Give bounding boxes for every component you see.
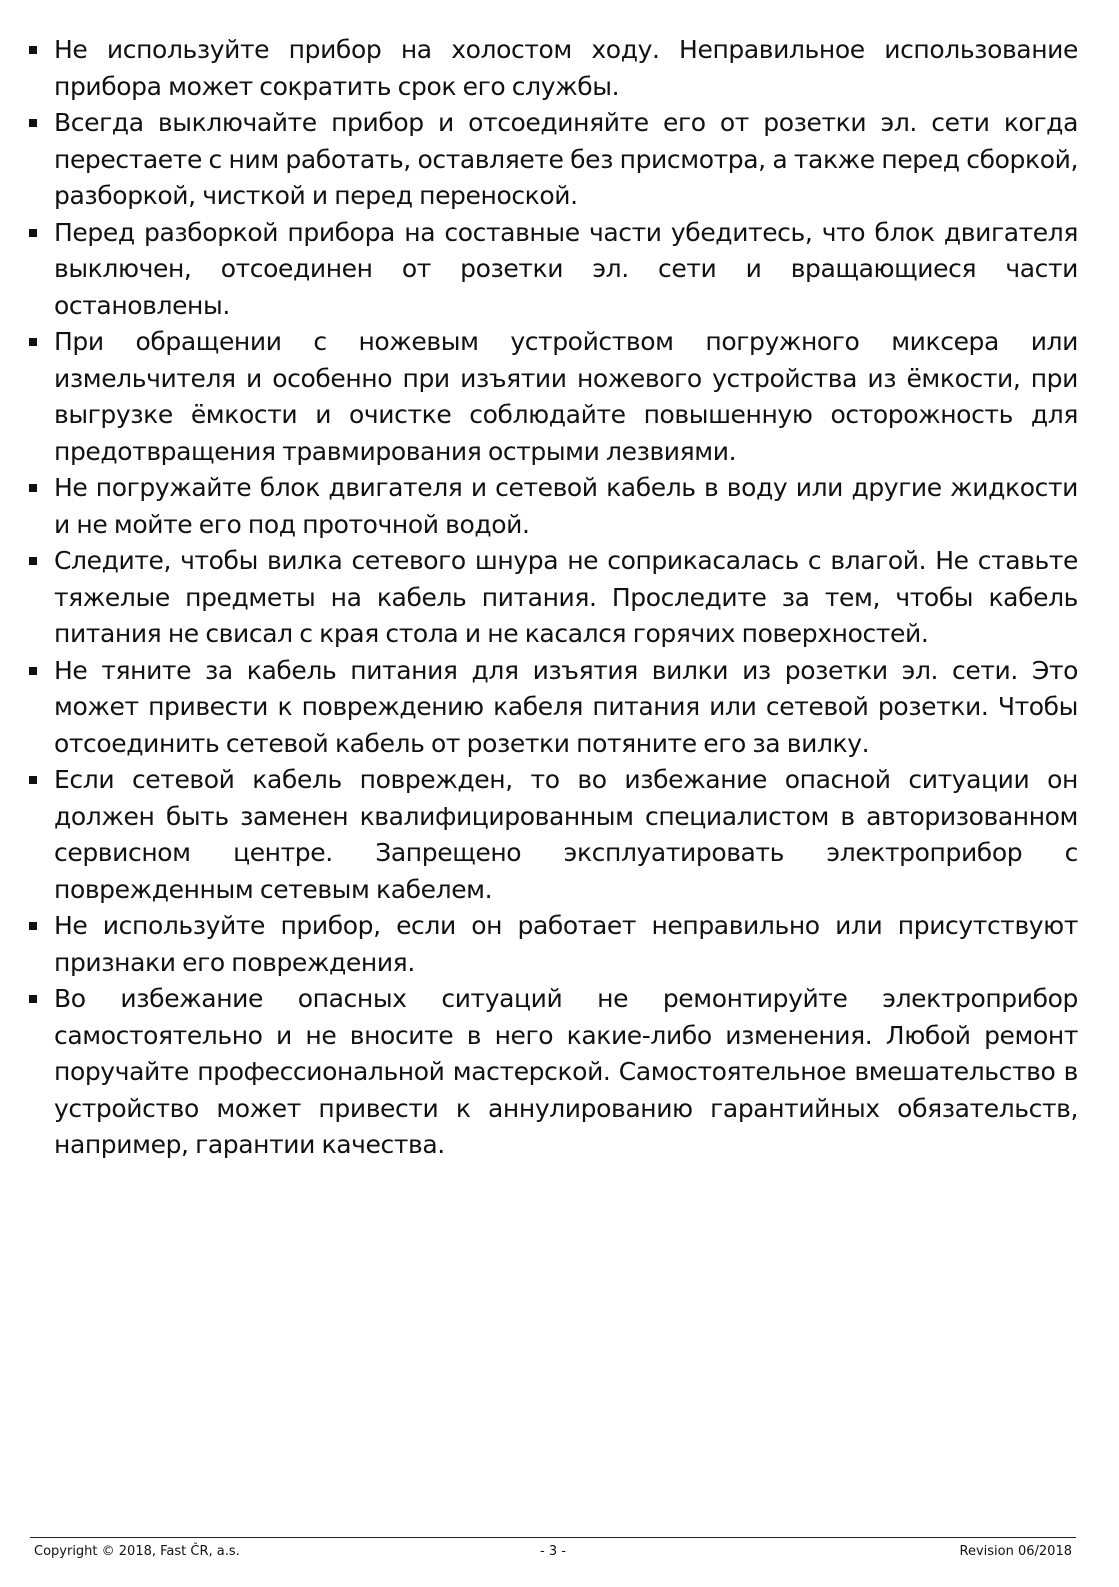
- list-item: [26, 908, 1078, 981]
- bullet-list: [26, 32, 1078, 1164]
- footer-revision: Revision 06/2018: [959, 1544, 1072, 1559]
- list-item-text: Всегда выключайте прибор и отсоединяйте его от розетки эл. сети когда перестаете с ним работать, оставляете без присмотра, а также перед сборкой, разборкой, чисткой и перед переноской.: [54, 108, 1078, 210]
- square-bullet-icon: [29, 338, 37, 346]
- list-item-text: Не используйте прибор, если он работает неправильно или присутствуют признаки его повреждения.: [54, 911, 1078, 977]
- list-item: [26, 215, 1078, 325]
- list-item-text: Не погружайте блок двигателя и сетевой кабель в воду или другие жидкости и не мойте его под проточной водой.: [54, 473, 1078, 539]
- square-bullet-icon: [29, 922, 37, 930]
- list-item-text: Перед разборкой прибора на составные части убедитесь, что блок двигателя выключен, отсоединен от розетки эл. сети и вращающиеся части остановлены.: [54, 217, 1078, 320]
- safety-instructions: [26, 32, 1078, 1164]
- square-bullet-icon: [29, 776, 37, 784]
- square-bullet-icon: [29, 229, 37, 237]
- list-item: [26, 324, 1078, 470]
- list-item: [26, 981, 1078, 1164]
- list-item-text: При обращении с ножевым устройством погружного миксера или измельчителя и особенно при изъятии ножевого устройства из ёмкости, при выгрузке ёмкости и очистке соблюдайте повышенную осторожность для предотвращения травмирования острыми лезвиями.: [54, 327, 1078, 466]
- square-bullet-icon: [29, 46, 37, 54]
- list-item-text: Не используйте прибор на холостом ходу. Неправильное использование прибора может сократить срок его службы.: [54, 35, 1078, 101]
- list-item: [26, 470, 1078, 543]
- footer-page-number: - 3 -: [540, 1544, 566, 1559]
- footer-copyright: Copyright © 2018, Fast ČR, a.s.: [34, 1544, 240, 1559]
- list-item-text: Не тяните за кабель питания для изъятия вилки из розетки эл. сети. Это может привести к повреждению кабеля питания или сетевой розетки. Чтобы отсоединить сетевой кабель от розетки потяните его за вилку.: [54, 655, 1078, 758]
- square-bullet-icon: [29, 667, 37, 675]
- square-bullet-icon: [29, 484, 37, 492]
- list-item: [26, 653, 1078, 763]
- list-item: [26, 105, 1078, 215]
- list-item: [26, 32, 1078, 105]
- list-item-text: Если сетевой кабель поврежден, то во избежание опасной ситуации он должен быть заменен квалифицированным специалистом в авторизованном сервисном центре. Запрещено эксплуатировать электроприбор с поврежденным сетевым кабелем.: [54, 765, 1078, 904]
- footer-divider: [30, 1537, 1076, 1538]
- square-bullet-icon: [29, 557, 37, 565]
- list-item: [26, 762, 1078, 908]
- square-bullet-icon: [29, 119, 37, 127]
- list-item: [26, 543, 1078, 653]
- list-item-text: Во избежание опасных ситуаций не ремонтируйте электроприбор самостоятельно и не вносите в него какие-либо изменения. Любой ремонт поручайте профессиональной мастерской. Самостоятельное вмешательство в устройство может привести к аннулированию гарантийных обязательств, например, гарантии качества.: [54, 984, 1078, 1159]
- square-bullet-icon: [29, 995, 37, 1003]
- list-item-text: Следите, чтобы вилка сетевого шнура не соприкасалась с влагой. Не ставьте тяжелые предметы на кабель питания. Проследите за тем, чтобы кабель питания не свисал с края стола и не касался горячих поверхностей.: [54, 546, 1078, 648]
